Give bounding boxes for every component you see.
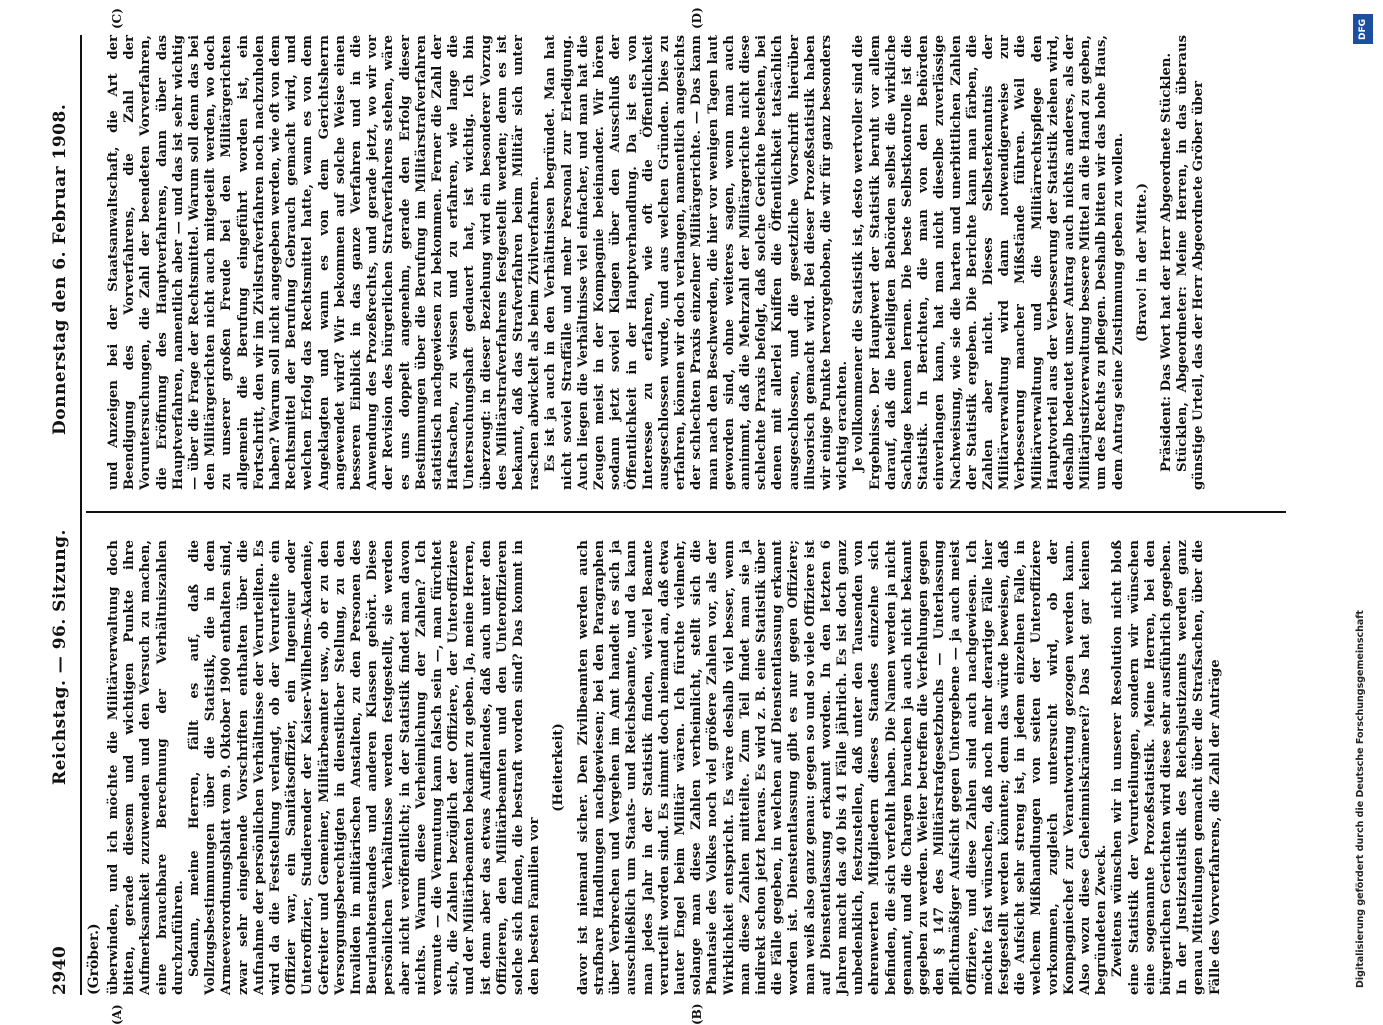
left-paragraph: davor ist niemand sicher. Den Zivilbeamten werden auch strafbare Handlungen nachgewiesen; bei den Paragraphen über Verbrechen und Vergehen im Amt handelt es sich ja ausschließlich um Staats- und Reichsbeamte, und da kann man jedes Jahr in der Statistik finden, wieviel Beamte verurteilt worden sind. Es nimmt doch niemand an, daß etwa lauter Engel beim Militär wären. Ich fürchte vielmehr, solange man diese Zahlen verheimlicht, stellt sich die Phantasie des Volkes noch viel größere Zahlen vor, als der Wirklichkeit entspricht. Es wäre deshalb viel besser, wenn man diese Zahlen mitteilte. Zum Teil findet man sie ja indirekt schon jetzt heraus. Es wird z. B. eine Statistik über die Fälle gegeben, in welchen auf Dienstentlassung erkannt worden ist. Dienstentlassung gibt es nur gegen Offiziere; man weiß also ganz genau: gegen so und so viele Offiziere ist auf Dienstentlassung erkannt worden. In den letzten 6 Jahren macht das 40 bis 41 Fälle jährlich. Es ist doch ganz unbedenklich, festzustellen, daß unter den Tausenden von ehrenwerten Mitgliedern dieses Standes einzelne sich befinden, die sich verfehlt haben. Die Namen werden ja nicht genannt, und die Chargen brauchen ja auch nicht bekannt gegeben zu werden. Weiter betreffen die Verfehlungen gegen den § 147 des Militärstrafgesetzbuchs — Unterlassung pflichtmäßiger Aufsicht gegen Untergebene — ja auch meist Offiziere, und diese Zahlen sind auch nachgewiesen. Ich möchte fast wünschen, daß noch mehr derartige Fälle hier festgestellt werden könnten; denn das würde beweisen, daß die Aufsicht sehr streng ist, in jedem einzelnen Falle, in welchem Mißhandlungen von seiten der Unteroffiziere vorkommen, zugleich untersucht wird, ob der Kompagniechef zur Verantwortung gezogen werden kann. Also wozu diese Geheimniskrämerei? Das hat gar keinen begründeten Zweck. [576, 540, 1111, 995]
speaker-statement: Stücklen, Abgeordneter: Meine Herren, in das überaus günstige Urteil, das der Herr Abgeordnete Gröber über [1175, 35, 1207, 490]
left-column [106, 540, 1224, 995]
president-statement: Präsident: Das Wort hat der Herr Abgeordnete Stücklen. [1159, 35, 1175, 490]
right-paragraph: Es ist ja auch in den Verhältnissen begründet. Man hat nicht soviel Straffälle und mehr Personal zur Erledigung. Auch liegen die Verhältnisse viel einfacher, und man hat die Zeugen meist in der Kompagnie beieinander. Wir hören sodann jetzt soviel Klagen über den Ausschluß der Öffentlichkeit in der Hauptverhandlung. Da ist es von Interesse zu erfahren, wie oft die Öffentlichkeit ausgeschlossen wurde, und aus welchen Gründen. Dies zu erfahren, können wir doch verlangen, namentlich angesichts der schlechten Praxis einzelner Militärgerichte. — Das kann man nach den Beschwerden, die hier vor wenigen Tagen laut geworden sind, ohne weiteres sagen, wenn man auch annimmt, daß die Mehrzahl der Militärgerichte nicht diese schlechte Praxis befolgt, daß solche Gerichte bestehen, bei denen mit allerlei Kniffen die Öffentlichkeit tatsächlich ausgeschlossen, und die gesetzliche Vorschrift hierüber illusorisch gemacht wird. Bei dieser Prozeßstatistik haben wir einige Punkte hervorgehoben, die wir für ganz besonders wichtig erachten. [543, 35, 851, 490]
marker-d: (D) [690, 7, 704, 29]
right-column [106, 35, 1208, 490]
right-paragraph: Je vollkommener die Statistik ist, desto wertvoller sind die Ergebnisse. Der Hauptwert der Statistik beruht vor allem darauf, daß die beteiligten Behörden selbst die wirkliche Sachlage kennen lernen. Die beste Selbstkontrolle ist die Statistik. In Berichten, die man von den Behörden einverlangen kann, hat man nicht dieselbe zuverlässige Nachweisung, wie sie die harten und unerbittlichen Zahlen der Statistik ergeben. Die Berichte kann man färben, die Zahlen aber nicht. Dieses Selbsterkenntnis der Militärverwaltung wird dann notwendigerweise zur Verbesserung mancher Mißstände führen. Weil die Militärverwaltung und die Militärrechtspflege den Hauptvorteil aus der Verbesserung der Statistik ziehen wird, deshalb bedeutet unser Antrag auch nichts anderes, als der Militärjustizverwaltung bessere Mittel an die Hand zu geben, um des Rechts zu pflegen. Deshalb bitten wir das hohe Haus, dem Antrag seine Zustimmung geben zu wollen. [851, 35, 1126, 490]
digitization-sidebar [1355, 8, 1379, 988]
marker-c: (C) [110, 8, 124, 29]
right-paragraph: und Anzeigen bei der Staatsanwaltschaft, die Art der Beendigung des Vorverfahrens, die Zahl der Voruntersuchungen, die Zahl der beendeten Vorverfahren, die Eröffnung des Hauptverfahrens, dann über das Hauptverfahren, namentlich aber — und das ist sehr wichtig — über die Frage der Rechtsmittel. Warum soll denn das bei den Militärgerichten nicht auch mitgeteilt werden, wo doch zu unserer großen Freude bei den Militärgerichten allgemein die Berufung eingeführt worden ist, ein Fortschritt, den wir im Zivilstrafverfahren noch nachzuholen haben? Warum soll nicht angegeben werden, wie oft von dem Rechtsmittel der Berufung Gebrauch gemacht wird, und welchen Erfolg das Rechtsmittel hatte, wann es von dem Angeklagten und wann es von dem Gerichtsherrn angewendet wird? Wir bekommen auf solche Weise einen besseren Einblick in das ganze Verfahren und in die Anwendung des Prozeßrechts, und gerade jetzt, wo wir vor der Revision des bürgerlichen Strafverfahrens stehen, wäre es uns doppelt angenehm, gerade den Erfolg dieser Bestimmungen über die Berufung im Militärstrafverfahren statistisch nachgewiesen zu bekommen. Ferner die Zahl der Haftsachen, zu wissen und zu erfahren, wie lange die Untersuchungshaft gedauert hat, ist wichtig. Ich bin überzeugt: in dieser Beziehung wird ein besonderer Vorzug des Militärstrafverfahrens festgestellt werden; denn es ist bekannt, daß das Strafverfahren beim Militär sich unter raschen abwickelt als beim Zivilverfahren. [106, 35, 543, 490]
session-title: Reichstag. — 96. Sitzung. [50, 529, 70, 785]
page-header [50, 35, 78, 995]
left-paragraph: Sodann, meine Herren, fällt es auf, daß die Vollzugsbestimmungen über die Statistik, die in dem Armeeverordnungsblatt vom 9. Oktober 1900 enthalten sind, zwar sehr eingehende Vorschriften enthalten über die Aufnahme der persönlichen Verhältnisse der Verurteilten. Es wird da die Feststellung verlangt, ob der Verurteilte ein Offizier war, ein Sanitätsoffizier, ein Ingenieur oder Unteroffizier, Studierender der Kaiser-Wilhelms-Akademie, Gefreiter und Gemeiner, Militärbeamter usw., ob er zu den Versorgungsberechtigten in dienstlicher Stellung, zu den Invaliden in militärischen Anstalten, zu den Personen des Beurlaubtenstandes und anderen Klassen gehört. Diese persönlichen Verhältnisse werden festgestellt, sie werden aber nicht veröffentlicht; in der Statistik findet man davon nichts. Warum diese Verheimlichung der Zahlen? Ich vermute — die Vermutung kann falsch sein —, man fürchtet sich, die Zahlen bezüglich der Offiziere, der Unteroffiziere und der Militärbeamten bekannt zu geben. Ja, meine Herren, ist denn aber das etwas Auffallendes, daß auch unter den Offizieren, den Militärbeamten und den Unteroffizieren solche sich finden, die bestraft worden sind? Das kommt in den besten Familien vor [187, 540, 543, 995]
dfg-logo-icon: DFG [1353, 14, 1373, 44]
digitization-credit: Digitalisierung gefördert durch die Deutsche Forschungsgemeinschaft [1355, 8, 1366, 988]
session-date: Donnerstag den 6. Februar 1908. [50, 104, 70, 435]
interjection: (Bravo! in der Mitte.) [1135, 35, 1151, 490]
rotated-page-content [40, 35, 1330, 995]
marker-a: (A) [110, 1004, 124, 1025]
speaker-tag: (Gröber.) [86, 923, 102, 995]
left-paragraph: Zweitens wünschen wir in unserer Resolution nicht bloß eine Statistik der Verurteilungen, sondern wir wünschen eine sogenannte Prozeßstatistik. Meine Herren, bei den bürgerlichen Gerichten wird diese sehr ausführlich gegeben. In der Justizstatistik des Reichsjustizamts werden ganz genau Mitteilungen gemacht über die Strafsachen, über die Fälle des Vorverfahrens, die Zahl der Anträge [1110, 540, 1223, 995]
header-rule [80, 35, 82, 995]
left-paragraph: überwinden, und ich möchte die Militärverwaltung doch bitten, gerade diesem und wichtigen Punkte ihre Aufmerksamkeit zuzuwenden und den Versuch zu machen, eine brauchbare Berechnung der Verhältniszahlen durchzuführen. [106, 540, 187, 995]
marker-b: (B) [690, 1004, 704, 1025]
interjection: (Heiterkeit) [551, 540, 567, 995]
column-divider [86, 511, 1286, 513]
page-number: 2940 [50, 946, 70, 995]
